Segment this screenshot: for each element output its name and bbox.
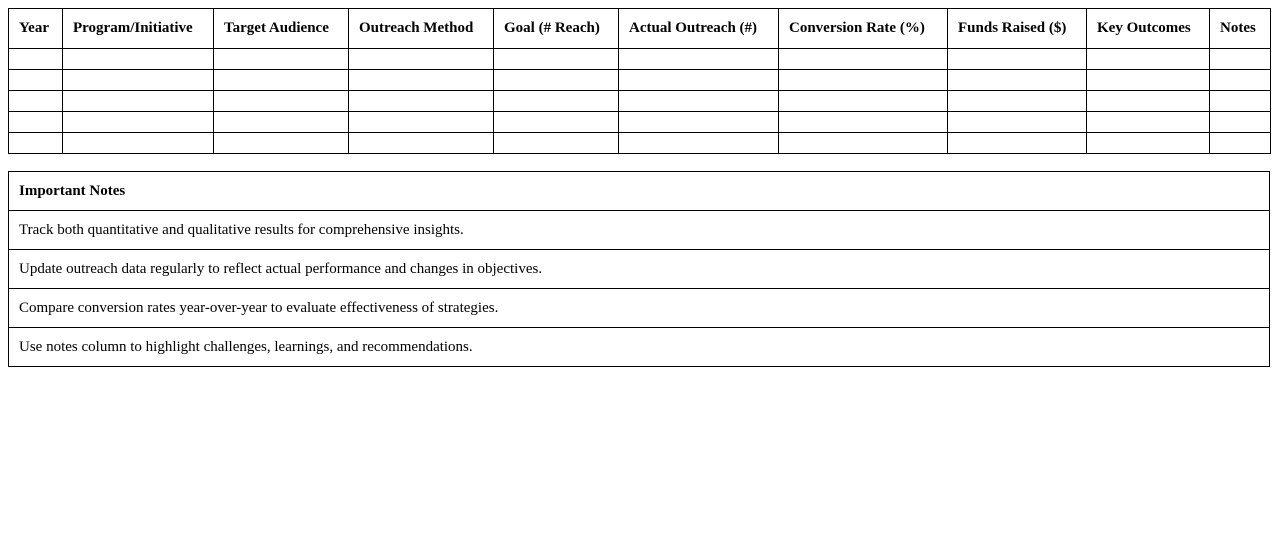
column-header-outreach-method: Outreach Method <box>349 9 494 49</box>
table-cell[interactable] <box>9 70 63 91</box>
column-header-notes: Notes <box>1210 9 1271 49</box>
table-cell[interactable] <box>1210 91 1271 112</box>
table-cell[interactable] <box>619 133 779 154</box>
table-cell[interactable] <box>214 133 349 154</box>
note-item: Compare conversion rates year-over-year to evaluate effectiveness of strategies. <box>9 289 1270 328</box>
column-header-conversion-rate: Conversion Rate (%) <box>779 9 948 49</box>
table-cell[interactable] <box>214 91 349 112</box>
column-header-goal-reach: Goal (# Reach) <box>494 9 619 49</box>
table-cell[interactable] <box>349 91 494 112</box>
table-cell[interactable] <box>214 112 349 133</box>
note-item: Use notes column to highlight challenges, learnings, and recommendations. <box>9 328 1270 367</box>
table-cell[interactable] <box>779 91 948 112</box>
table-cell[interactable] <box>619 91 779 112</box>
table-cell[interactable] <box>779 70 948 91</box>
table-cell[interactable] <box>948 112 1087 133</box>
table-cell[interactable] <box>494 49 619 70</box>
table-cell[interactable] <box>63 112 214 133</box>
table-cell[interactable] <box>1210 70 1271 91</box>
table-cell[interactable] <box>349 49 494 70</box>
note-row <box>9 250 1270 289</box>
column-header-key-outcomes: Key Outcomes <box>1087 9 1210 49</box>
table-cell[interactable] <box>779 49 948 70</box>
table-cell[interactable] <box>9 49 63 70</box>
table-cell[interactable] <box>9 112 63 133</box>
table-cell[interactable] <box>214 70 349 91</box>
important-notes-table <box>8 171 1270 367</box>
table-cell[interactable] <box>1087 70 1210 91</box>
table-cell[interactable] <box>779 133 948 154</box>
table-cell[interactable] <box>1210 49 1271 70</box>
table-cell[interactable] <box>349 133 494 154</box>
table-row <box>9 49 1271 70</box>
table-cell[interactable] <box>494 70 619 91</box>
table-cell[interactable] <box>948 49 1087 70</box>
table-cell[interactable] <box>9 91 63 112</box>
note-row <box>9 328 1270 367</box>
table-cell[interactable] <box>494 133 619 154</box>
table-cell[interactable] <box>63 133 214 154</box>
table-cell[interactable] <box>779 112 948 133</box>
outreach-tracking-table <box>8 8 1271 154</box>
table-cell[interactable] <box>63 91 214 112</box>
table-cell[interactable] <box>1087 112 1210 133</box>
notes-title: Important Notes <box>9 172 1270 211</box>
table-cell[interactable] <box>948 133 1087 154</box>
table-cell[interactable] <box>619 112 779 133</box>
table-cell[interactable] <box>214 49 349 70</box>
table-cell[interactable] <box>494 112 619 133</box>
note-row <box>9 289 1270 328</box>
column-header-target-audience: Target Audience <box>214 9 349 49</box>
table-cell[interactable] <box>619 70 779 91</box>
table-cell[interactable] <box>349 70 494 91</box>
column-header-year: Year <box>9 9 63 49</box>
table-cell[interactable] <box>948 91 1087 112</box>
table-cell[interactable] <box>494 91 619 112</box>
table-cell[interactable] <box>1087 49 1210 70</box>
table-row <box>9 133 1271 154</box>
table-cell[interactable] <box>349 112 494 133</box>
table-cell[interactable] <box>1087 133 1210 154</box>
table-cell[interactable] <box>948 70 1087 91</box>
table-row <box>9 91 1271 112</box>
column-header-actual-outreach: Actual Outreach (#) <box>619 9 779 49</box>
table-cell[interactable] <box>619 49 779 70</box>
note-row <box>9 211 1270 250</box>
table-body <box>9 49 1271 154</box>
table-row <box>9 70 1271 91</box>
column-header-funds-raised: Funds Raised ($) <box>948 9 1087 49</box>
table-cell[interactable] <box>63 70 214 91</box>
column-header-program: Program/Initiative <box>63 9 214 49</box>
header-row <box>9 9 1271 49</box>
table-cell[interactable] <box>1210 112 1271 133</box>
note-item: Track both quantitative and qualitative results for comprehensive insights. <box>9 211 1270 250</box>
table-cell[interactable] <box>1087 91 1210 112</box>
note-item: Update outreach data regularly to reflect actual performance and changes in objectives. <box>9 250 1270 289</box>
table-row <box>9 112 1271 133</box>
table-cell[interactable] <box>63 49 214 70</box>
notes-title-row <box>9 172 1270 211</box>
table-cell[interactable] <box>9 133 63 154</box>
table-header <box>9 9 1271 49</box>
table-cell[interactable] <box>1210 133 1271 154</box>
